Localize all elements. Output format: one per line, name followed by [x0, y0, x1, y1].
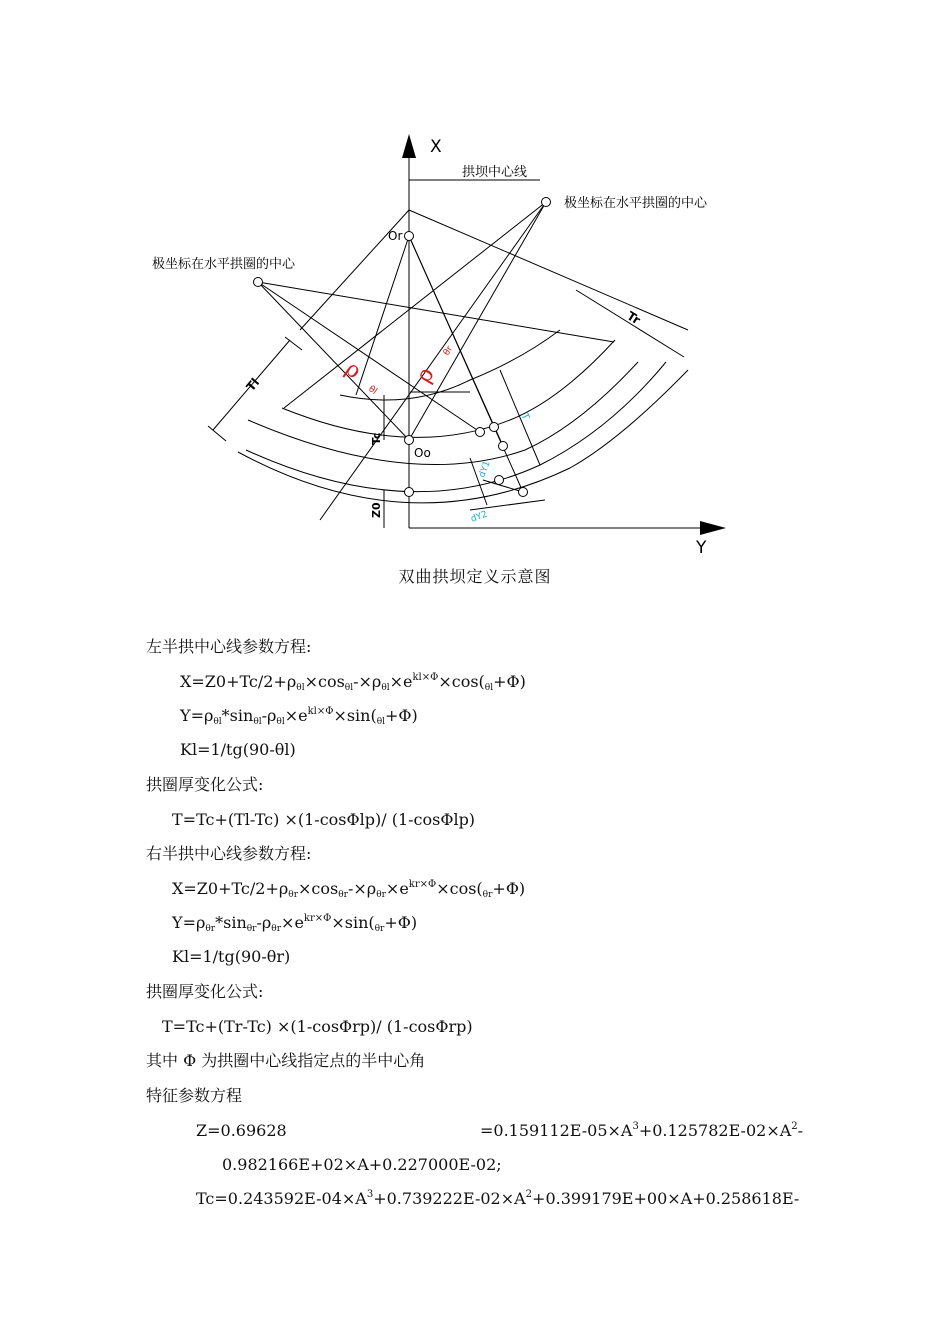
axis-x-label: X [430, 137, 442, 157]
thickness-title-2: 拱圈厚变化公式: [146, 982, 264, 1001]
polar-label-right: 极坐标在水平拱圈的中心 [564, 196, 708, 211]
point-marker-b [490, 423, 499, 432]
z-value: Z=0.69628 [196, 1121, 287, 1140]
upper-guide-line [409, 210, 688, 330]
right-thickness-equation: T=Tc+(Tr-Tc) ×(1-cosΦrp)/ (1-cosΦrp) [162, 1017, 473, 1036]
point-marker-a [476, 428, 485, 437]
point-oo-marker [405, 436, 414, 445]
point-marker-e [519, 488, 528, 497]
x-axis-arrow-icon [402, 134, 416, 158]
axis-y-label: Y [696, 538, 707, 558]
rho-right-subscript: θr [441, 344, 456, 358]
feature-equation-title: 特征参数方程 [146, 1086, 243, 1105]
diagram-canvas [0, 0, 950, 600]
point-base-marker [405, 488, 414, 497]
right-arch-title: 右半拱中心线参数方程: [146, 844, 312, 863]
thickness-title-1: 拱圈厚变化公式: [146, 775, 264, 794]
outer-arch-downstream [238, 370, 688, 503]
right-polar-ray-2 [409, 202, 546, 440]
z-polynomial: $=0.159112E-05\times A^3+0.125782E-02\times A^2-$ [480, 1121, 804, 1140]
point-or-marker [405, 232, 414, 241]
dim-tl-label: Tl [243, 375, 263, 394]
point-marker-d [495, 476, 504, 485]
centerline-label: 拱坝中心线 [462, 165, 528, 180]
dim-dy2-label: dY2 [469, 509, 489, 525]
arch-centerline-1 [248, 362, 638, 465]
left-y-equation: $Y=\rho\theta l*\sin\theta l-\rho\theta l\times e^{kl\times\Phi}\times\sin(\theta l+\Phi)$ [180, 706, 418, 727]
dim-tr-label: Tr [624, 308, 643, 328]
rho-right-symbol: ρ [411, 363, 440, 387]
y-axis-arrow-icon [700, 521, 726, 535]
rho-left-symbol: ρ [340, 356, 366, 385]
point-marker-c [499, 442, 508, 451]
z-polynomial-continued: 0.982166E+02×A+0.227000E-02; [222, 1155, 502, 1174]
arch-dam-diagram [0, 0, 950, 600]
point-oo-label: Oo [414, 446, 431, 460]
figure-caption: 双曲拱坝定义示意图 [398, 567, 552, 586]
tc-polynomial: $Tc=0.243592E-04\times A^3+0.739222E-02\times A^2+0.399179E+00\times A+0.258618E-$ [196, 1189, 800, 1208]
upper-guide-line-2 [300, 210, 409, 330]
right-polar-center-marker [542, 198, 551, 207]
polar-label-left: 极坐标在水平拱圈的中心 [152, 257, 296, 272]
phi-definition-note: 其中 Φ 为拱圈中心线指定点的半中心角 [146, 1051, 426, 1070]
right-x-equation: $X=Z0+Tc/2+\rho\theta r\times\cos\theta r-\times\rho\theta r\times e^{kr\times\Phi}\times\cos(\theta r+\Phi)$ [172, 879, 526, 900]
rho-left-subscript: θl [366, 384, 379, 398]
dim-dy1-label: dY1 [477, 459, 493, 480]
left-thickness-equation: T=Tc+(Tl-Tc) ×(1-cosΦlp)/ (1-cosΦlp) [172, 810, 476, 829]
left-polar-ray-3 [258, 282, 409, 440]
right-k-equation: Kl=1/tg(90-θr) [172, 947, 291, 966]
dim-z0-label: Z0 [370, 502, 383, 518]
left-x-equation: $X=Z0+Tc/2+\rho\theta l\times\cos\theta l-\times\rho\theta l\times e^{kl\times\Phi}\times\cos(\theta l+\Phi)$ [180, 672, 526, 693]
dim-tc-label: Tc [370, 432, 383, 445]
right-y-equation: $Y=\rho\theta r*\sin\theta r-\rho\theta r\times e^{kr\times\Phi}\times\sin(\theta r+\Phi)$ [172, 913, 418, 934]
left-polar-center-marker [254, 278, 263, 287]
left-polar-ray-1 [258, 282, 614, 342]
left-k-equation: Kl=1/tg(90-θl) [180, 740, 296, 759]
dim-dy2-line [470, 500, 545, 510]
left-arch-title: 左半拱中心线参数方程: [146, 637, 312, 656]
point-or-label: Or [388, 229, 403, 243]
arch-downstream-face [243, 362, 666, 492]
dim-t-label: T [518, 411, 531, 422]
dim-tl-ext-1 [208, 426, 226, 441]
